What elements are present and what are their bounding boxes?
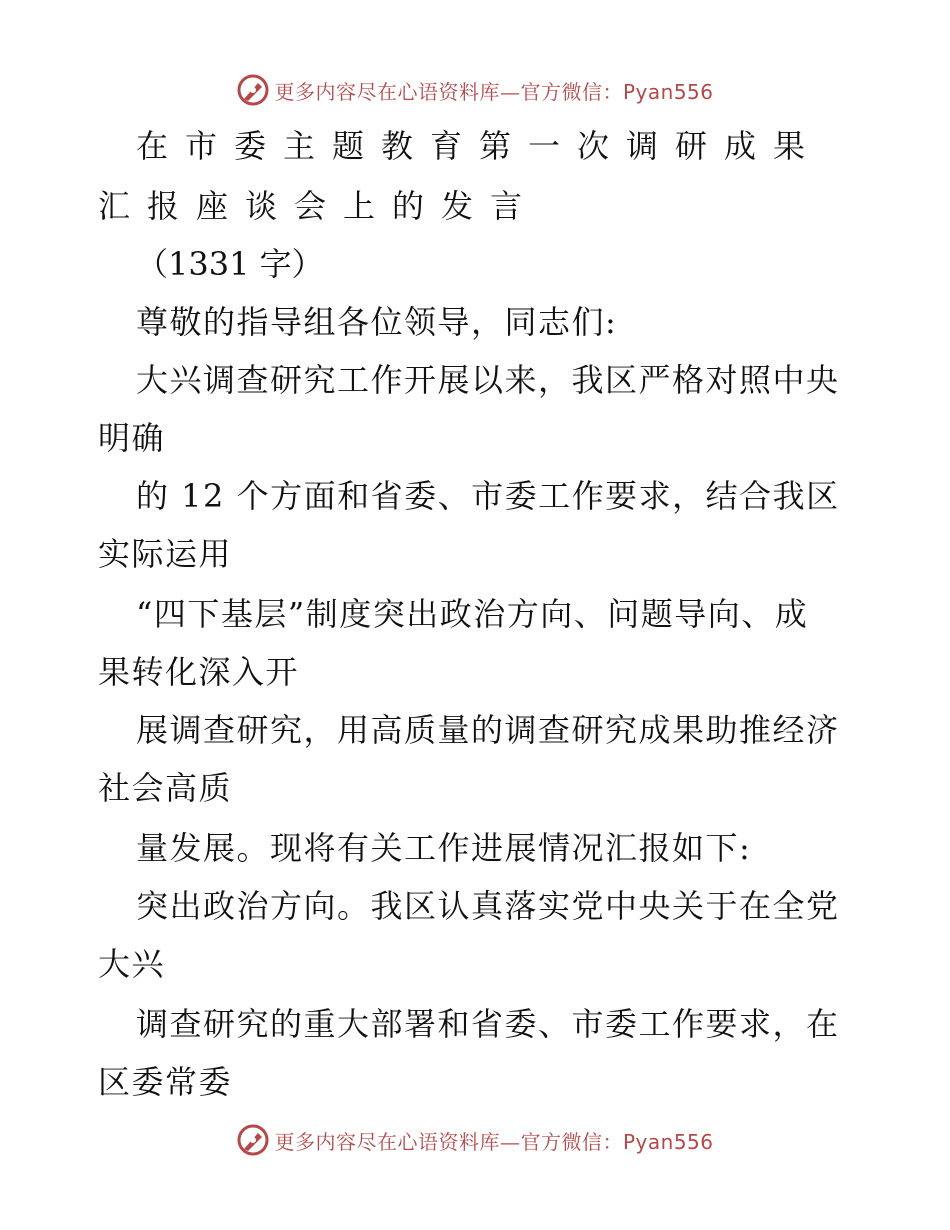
paragraph-line: 尊敬的指导组各位领导，同志们: [136, 303, 618, 341]
paragraph-line: 社会高质 [98, 769, 233, 807]
paragraph-line: 展调查研究，用高质量的调查研究成果助推经济 [136, 711, 840, 749]
paragraph-line: 的 12 个方面和省委、市委工作要求，结合我区 [136, 477, 840, 515]
word-count: （1331 字） [136, 245, 324, 283]
watermark-text: 更多内容尽在心语资料库—官方微信： [274, 79, 623, 104]
document-title-line-1: 在市委主题教育第一次调研成果 [136, 127, 823, 165]
paragraph-line: 区委常委 [98, 1063, 233, 1101]
paragraph-line: 明确 [98, 419, 166, 457]
paragraph-line: 突出政治方向。我区认真落实党中央关于在全党 [136, 887, 840, 925]
document-title-line-2: 汇报座谈会上的发言 [98, 187, 540, 225]
paragraph-line: “四下基层”制度突出政治方向、问题导向、成 [136, 595, 809, 633]
watermark-handle: Pyan556 [622, 79, 714, 104]
watermark-text: 更多内容尽在心语资料库—官方微信： [274, 1129, 623, 1154]
watermark-handle: Pyan556 [622, 1129, 714, 1154]
paragraph-line: 大兴 [98, 945, 166, 983]
paragraph-line: 量发展。现将有关工作进展情况汇报如下: [136, 829, 752, 867]
paragraph-line: 大兴调查研究工作开展以来，我区严格对照中央 [136, 361, 840, 399]
footer-watermark [0, 1120, 950, 1160]
paragraph-line: 果转化深入开 [98, 653, 300, 691]
pen-logo-icon [236, 1123, 270, 1157]
paragraph-line: 实际运用 [98, 535, 233, 573]
paragraph-line: 调查研究的重大部署和省委、市委工作要求，在 [136, 1005, 840, 1043]
